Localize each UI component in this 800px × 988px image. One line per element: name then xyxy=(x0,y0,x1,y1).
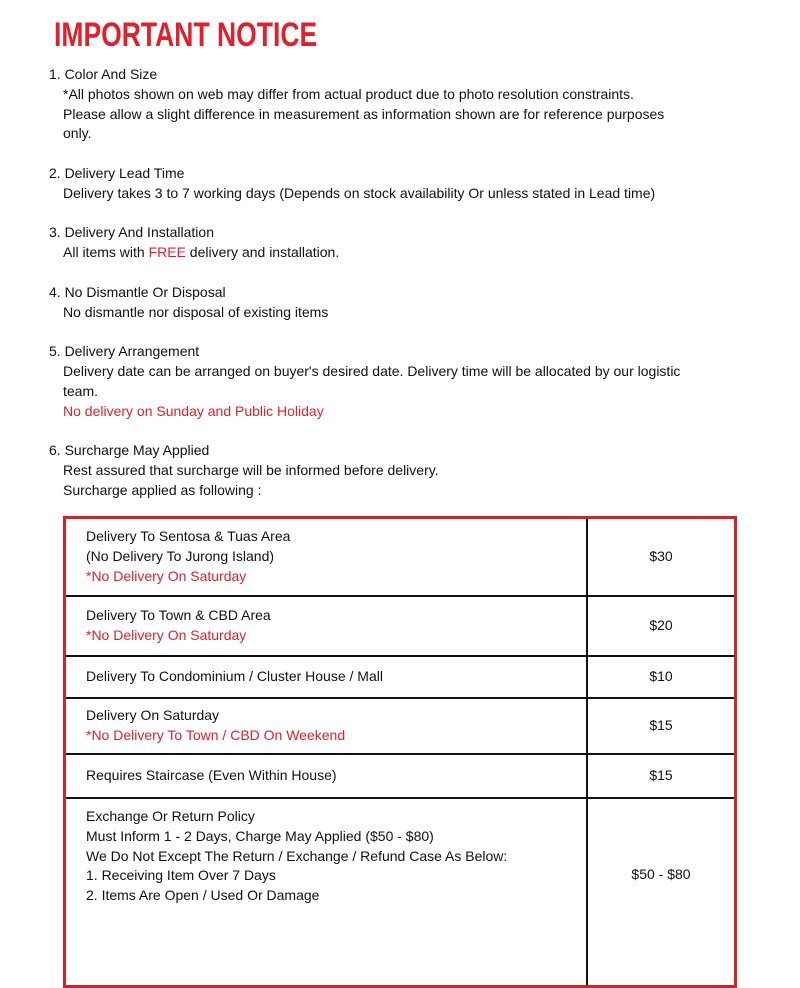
desc-line: Exchange Or Return Policy xyxy=(86,808,255,824)
section-note: No delivery on Sunday and Public Holiday xyxy=(63,402,324,419)
desc-line: (No Delivery To Jurong Island) xyxy=(86,548,275,565)
desc-line: We Do Not Except The Return / Exchange / Refund Case As Below: xyxy=(86,847,508,864)
row-description xyxy=(65,754,588,798)
row-description xyxy=(65,596,588,656)
section-line: Delivery date can be arranged on buyer's desired date. Delivery time will be allocated by our logistic xyxy=(63,362,681,379)
desc-note: *No Delivery On Saturday xyxy=(86,627,247,643)
desc-line: 1. Receiving Item Over 7 Days xyxy=(86,867,276,884)
section-line xyxy=(49,243,769,263)
section-line: *All photos shown on web may differ from actual product due to photo resolution constraints. xyxy=(63,85,634,102)
section-line: team. xyxy=(63,382,99,399)
section-line: Please allow a slight difference in measurement as information shown are for reference purposes xyxy=(63,105,665,122)
desc-line: Delivery To Sentosa & Tuas Area xyxy=(86,528,291,545)
notice-content xyxy=(49,65,769,520)
table-row xyxy=(65,656,736,698)
section-heading: 3. Delivery And Installation xyxy=(49,224,214,241)
table-row xyxy=(65,798,736,987)
row-price: $15 xyxy=(587,698,736,754)
section-line: Delivery takes 3 to 7 working days (Depends on stock availability Or unless stated in Lead time) xyxy=(63,184,656,201)
section-installation xyxy=(49,223,769,263)
section-dismantle xyxy=(49,283,769,323)
row-price: $10 xyxy=(587,656,736,698)
section-arrangement xyxy=(49,342,769,421)
row-description xyxy=(65,698,588,754)
section-color-size xyxy=(49,65,769,144)
page-title: IMPORTANT NOTICE xyxy=(54,16,318,54)
section-heading: 6. Surcharge May Applied xyxy=(49,442,210,459)
line-text: delivery and installation. xyxy=(185,244,340,261)
section-heading: 2. Delivery Lead Time xyxy=(49,164,185,181)
desc-line: Requires Staircase (Even Within House) xyxy=(86,767,337,784)
row-price: $15 xyxy=(587,754,736,798)
section-lead-time xyxy=(49,164,769,204)
row-price: $20 xyxy=(587,596,736,656)
table-row xyxy=(65,596,736,656)
row-price: $50 - $80 xyxy=(587,798,736,987)
table-row xyxy=(65,754,736,798)
desc-line: 2. Items Are Open / Used Or Damage xyxy=(86,887,320,904)
section-heading: 5. Delivery Arrangement xyxy=(49,343,200,360)
desc-line: Delivery To Town & CBD Area xyxy=(86,607,271,624)
desc-note: *No Delivery To Town / CBD On Weekend xyxy=(86,727,346,743)
line-text: All items with xyxy=(63,244,149,261)
section-heading: 4. No Dismantle Or Disposal xyxy=(49,283,226,300)
row-description xyxy=(65,518,588,597)
table-row xyxy=(65,518,736,597)
table-row xyxy=(65,698,736,754)
row-price: $30 xyxy=(587,518,736,597)
section-line: only. xyxy=(63,125,92,142)
section-surcharge xyxy=(49,441,769,500)
section-line: Rest assured that surcharge will be informed before delivery. xyxy=(63,461,439,478)
section-line: Surcharge applied as following : xyxy=(63,481,262,498)
desc-line: Must Inform 1 - 2 Days, Charge May Applied ($50 - $80) xyxy=(86,827,434,844)
desc-note: *No Delivery On Saturday xyxy=(86,567,247,584)
surcharge-table xyxy=(63,516,737,988)
row-description xyxy=(65,656,588,698)
free-highlight: FREE xyxy=(148,244,186,261)
desc-line: Delivery On Saturday xyxy=(86,707,220,724)
section-heading: 1. Color And Size xyxy=(49,66,158,82)
section-line: No dismantle nor disposal of existing items xyxy=(63,303,329,320)
desc-line: Delivery To Condominium / Cluster House / Mall xyxy=(86,668,383,685)
row-description xyxy=(65,798,588,987)
